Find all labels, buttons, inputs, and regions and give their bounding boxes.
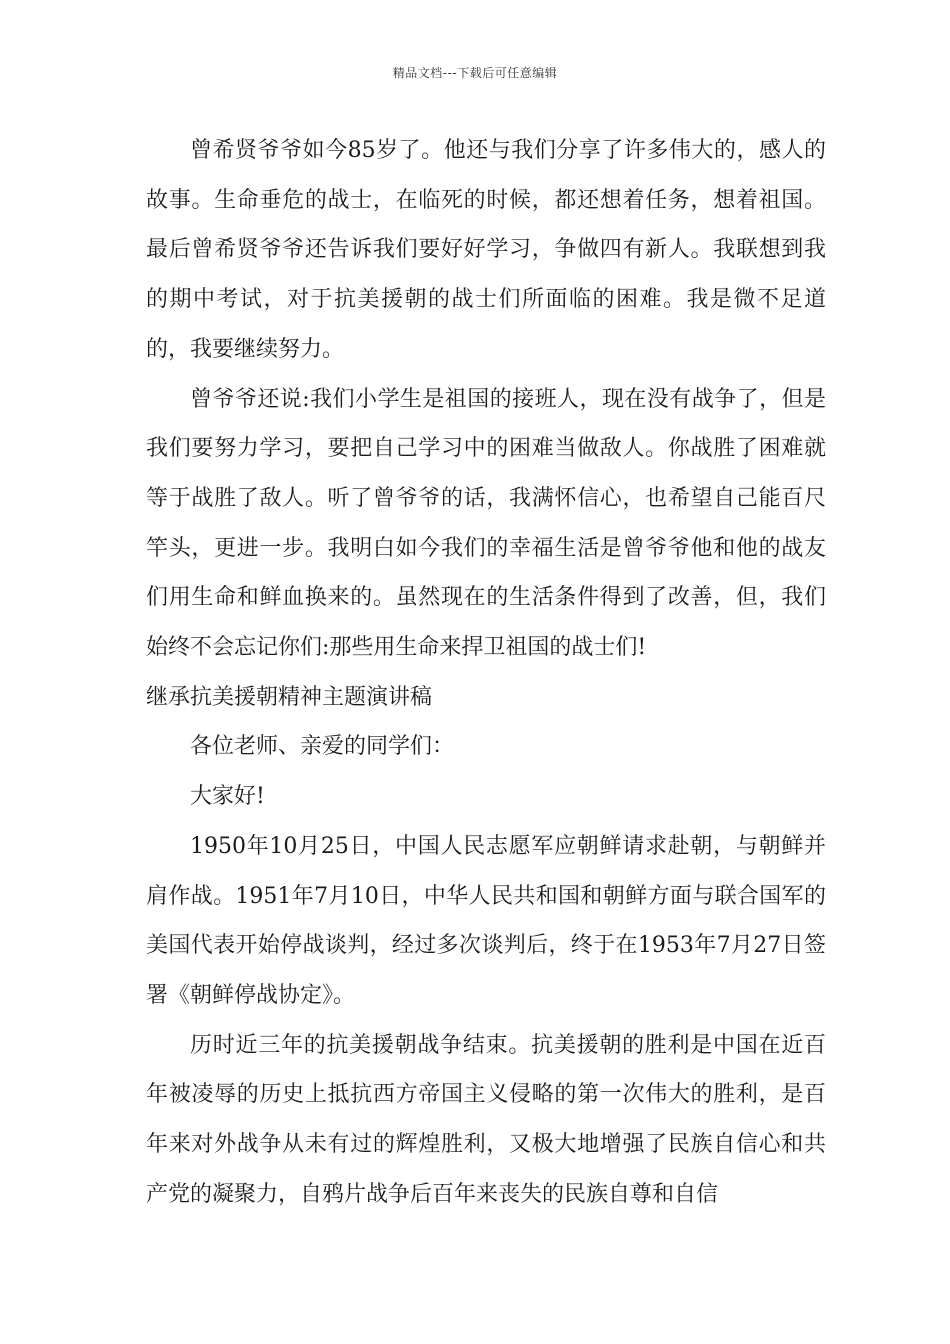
paragraph-great-grandpa-story: 曾希贤爷爷如今85岁了。他还与我们分享了许多伟大的，感人的故事。生命垂危的战士，在临死的时候，都还想着任务，想着祖国。最后曾希贤爷爷还告诉我们要好好学习，争做四有新人。我联想到我的期中考试，对于抗美援朝的战士们所面临的困难。我是微不足道的，我要继续努力。	[146, 138, 826, 362]
speech-title: 继承抗美援朝精神主题演讲稿	[146, 684, 433, 710]
paragraph-greeting: 大家好!	[190, 784, 265, 810]
paragraph-salutation: 各位老师、亲爱的同学们：	[190, 734, 455, 760]
paragraph-history-1950: 1950年10月25日，中国人民志愿军应朝鲜请求赴朝，与朝鲜并肩作战。1951年7月10日，中华人民共和国和朝鲜方面与联合国军的美国代表开始停战谈判，经过多次谈判后，终于在1953年7月27日签署《朝鲜停战协定》。	[146, 833, 826, 1008]
paragraph-great-grandpa-advice: 曾爷爷还说:我们小学生是祖国的接班人，现在没有战争了，但是我们要努力学习，要把自己学习中的困难当做敌人。你战胜了困难就等于战胜了敌人。听了曾爷爷的话，我满怀信心，也希望自己能百尺竿头，更进一步。我明白如今我们的幸福生活是曾爷爷他和他的战友们用生命和鲜血换来的。虽然现在的生活条件得到了改善，但，我们始终不会忘记你们:那些用生命来捍卫祖国的战士们!	[146, 386, 826, 661]
document-body	[146, 126, 826, 1219]
page-header: 精品文档---下载后可任意编辑	[392, 66, 558, 80]
paragraph-war-victory: 历时近三年的抗美援朝战争结束。抗美援朝的胜利是中国在近百年被凌辱的历史上抵抗西方帝国主义侵略的第一次伟大的胜利，是百年来对外战争从未有过的辉煌胜利，又极大地增强了民族自信心和共产党的凝聚力，自鸦片战争后百年来丧失的民族自尊和自信	[146, 1032, 826, 1207]
